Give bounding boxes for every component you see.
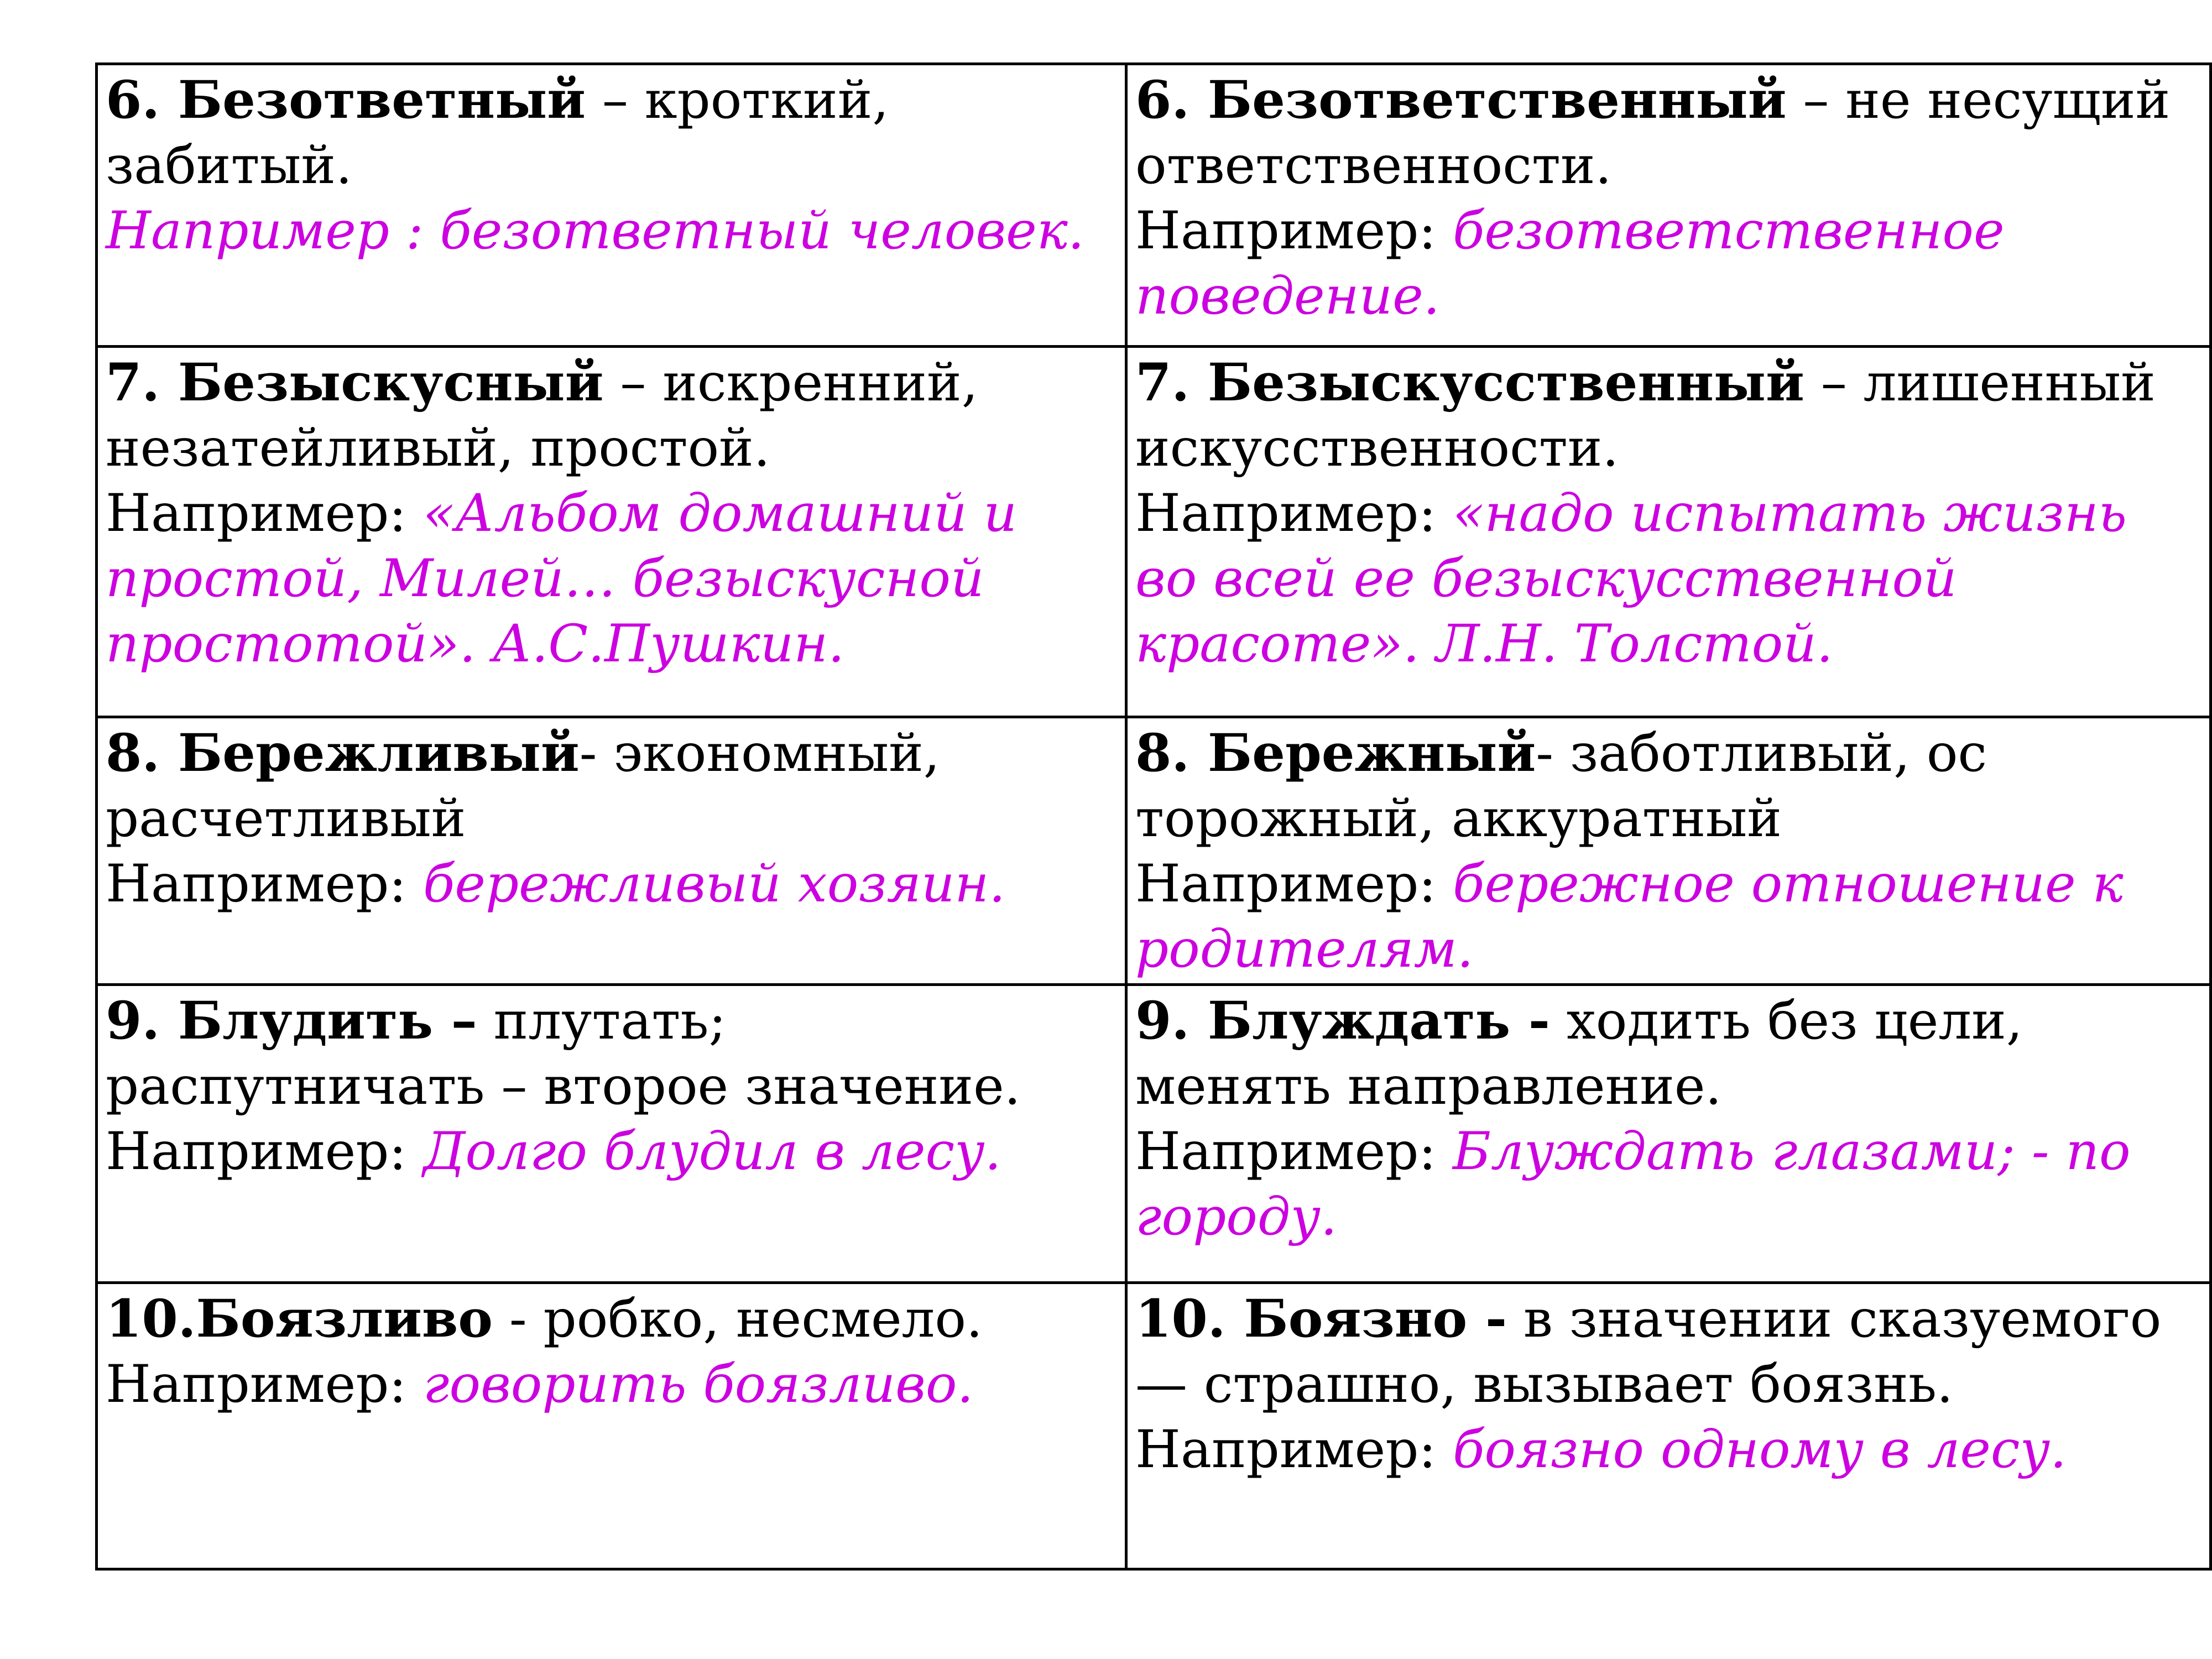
term: 10.Боязливо (106, 1288, 493, 1349)
table-cell-left (97, 347, 1126, 717)
example-text: «надо испытать жизнь во всей ее безыскусственной красоте». Л.Н. Толстой. (1135, 483, 2127, 674)
definition: – не несущий ответственности. (1135, 70, 2171, 196)
table-row (97, 347, 2211, 717)
table-cell-left (97, 717, 1126, 985)
example-text: бережное отношение к родителям. (1135, 854, 2124, 979)
example-label: Например: (106, 1354, 423, 1415)
table-cell-right (1126, 347, 2211, 717)
example-text: боязно одному в лесу. (1452, 1420, 2067, 1480)
term: 7. Безыскусный (106, 352, 604, 413)
term: 8. Бережливый (106, 723, 580, 784)
table-cell-right (1126, 985, 2211, 1283)
definition: - экономный, расчетливый (106, 723, 940, 849)
definition: - робко, несмело. (493, 1289, 983, 1349)
term: 8. Бережный (1135, 723, 1536, 784)
term: 9. Блудить – (106, 990, 477, 1051)
table-cell-left (97, 1283, 1126, 1569)
example-text: Блуждать глазами; - по городу. (1135, 1121, 2131, 1247)
example-text: бережливый хозяин. (422, 854, 1006, 914)
definition: - заботливый, ос торожный, аккуратный (1135, 723, 1987, 849)
example-label: Например: (1135, 201, 1453, 261)
example-label: Например: (1135, 1420, 1453, 1480)
term: 10. Боязно - (1135, 1288, 1507, 1349)
example-label: Например: (1135, 1121, 1453, 1182)
definition: в значении сказуемого — страшно, вызывает боязнь. (1135, 1289, 2162, 1415)
example-text: Долго блудил в лесу. (422, 1121, 1001, 1182)
table-row (97, 717, 2211, 985)
definition: – кроткий, забитый. (106, 70, 889, 196)
example-label: Например: (106, 854, 423, 914)
table-cell-left (97, 985, 1126, 1283)
term: 6. Безответственный (1135, 70, 1787, 131)
table-cell-right (1126, 717, 2211, 985)
table-row (97, 985, 2211, 1283)
example-text: Например : безответный человек. (106, 201, 1084, 261)
definition: ходить без цели, менять направление. (1135, 991, 2023, 1117)
example-label: Например: (1135, 483, 1453, 544)
definition: плутать; распутничать – второе значение. (106, 991, 1021, 1117)
table-cell-left (97, 64, 1126, 347)
example-text: «Альбом домашний и простой, Милей… безыскусной простотой». А.С.Пушкин. (106, 483, 1018, 674)
definition: – лишенный искусственности. (1135, 353, 2156, 478)
table-row (97, 64, 2211, 347)
term: 7. Безыскусственный (1135, 352, 1804, 413)
paronyms-table (95, 62, 2212, 1571)
term: 9. Блуждать - (1135, 990, 1550, 1051)
term: 6. Безответный (106, 70, 586, 131)
table-cell-right (1126, 64, 2211, 347)
example-label: Например: (106, 483, 423, 544)
example-text: говорить боязливо. (422, 1354, 974, 1415)
table-row (97, 1283, 2211, 1569)
example-text: безответственное поведение. (1135, 201, 2005, 326)
definition: – искренний, незатейливый, простой. (106, 353, 978, 478)
example-label: Например: (1135, 854, 1453, 914)
example-label: Например: (106, 1121, 423, 1182)
table-cell-right (1126, 1283, 2211, 1569)
